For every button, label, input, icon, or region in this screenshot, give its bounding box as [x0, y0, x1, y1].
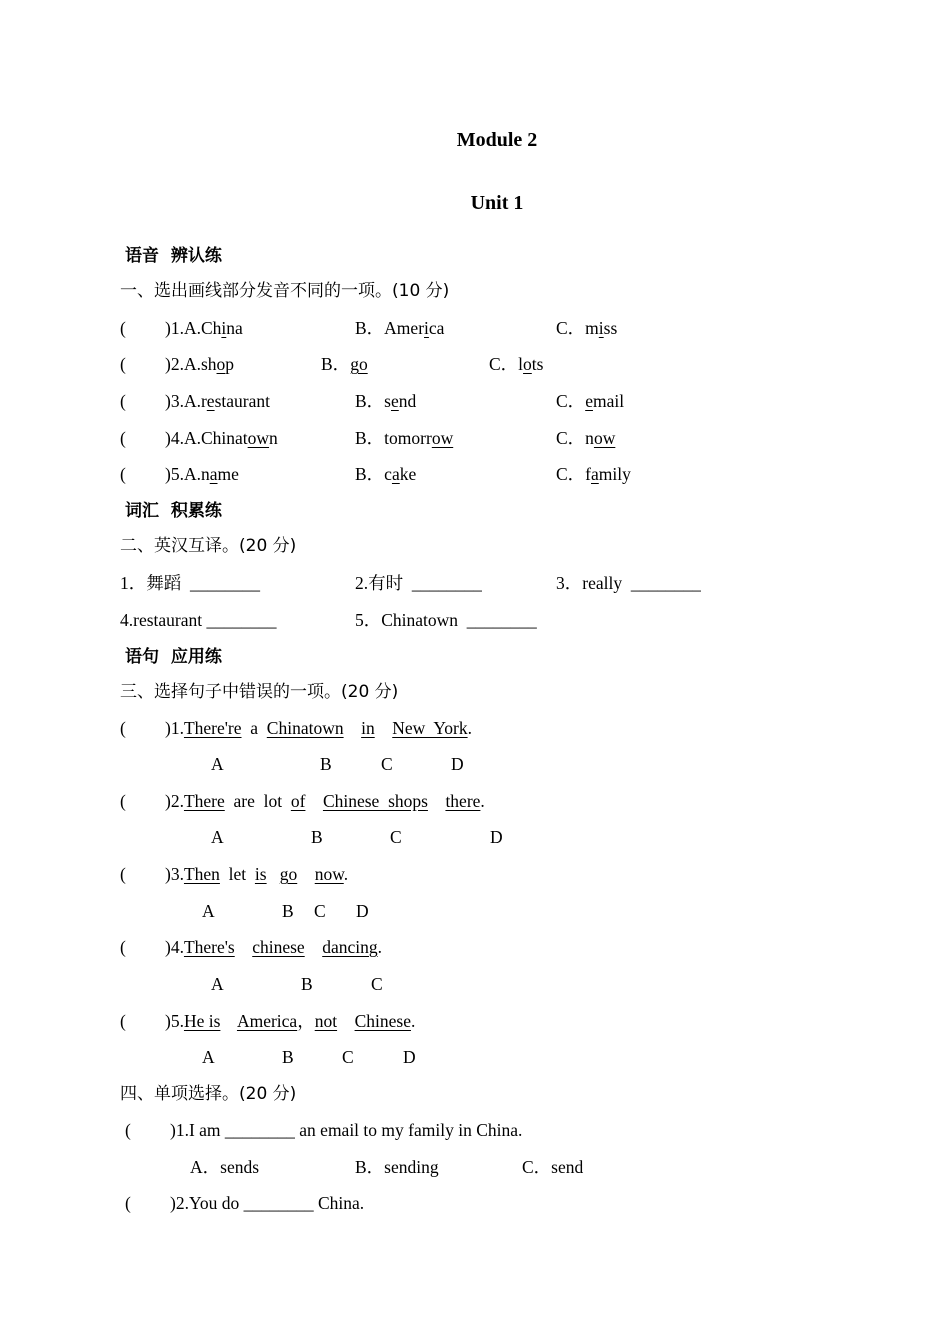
label-b: B: [320, 754, 332, 774]
label-b: B: [301, 974, 313, 994]
label-c: C: [371, 974, 383, 994]
label-a: A: [202, 1047, 215, 1067]
section-sentence: 语句 应用练: [125, 647, 222, 667]
answer-paren[interactable]: (: [120, 1011, 126, 1031]
option-c: C．lots: [489, 354, 544, 374]
label-c: C: [314, 901, 326, 921]
answer-paren[interactable]: (: [120, 354, 126, 374]
answer-paren[interactable]: (: [120, 428, 126, 448]
section-phonics: 语音 辨认练: [125, 246, 222, 266]
option-a: )4.A.Chinatown: [165, 428, 278, 448]
answer-paren[interactable]: (: [125, 1193, 131, 1213]
label-c: C: [390, 827, 402, 847]
label-c: C: [342, 1047, 354, 1067]
answer-paren[interactable]: (: [120, 464, 126, 484]
part2-item-1[interactable]: 1．舞蹈 ________: [120, 573, 260, 593]
option-b: B．go: [321, 354, 368, 374]
part4-heading: 四、单项选择。(20 分): [120, 1084, 297, 1104]
label-a: A: [211, 974, 224, 994]
sentence: )4.There's chinese dancing.: [165, 937, 382, 957]
answer-paren[interactable]: (: [120, 318, 126, 338]
label-d: D: [451, 754, 464, 774]
option-a: )2.A.shop: [165, 354, 235, 374]
answer-paren[interactable]: (: [125, 1120, 131, 1140]
unit-title: Unit 1: [470, 192, 524, 214]
option-a: )5.A.name: [165, 464, 239, 484]
option-a: )3.A.restaurant: [165, 391, 270, 411]
option-c: C．family: [556, 464, 631, 484]
part2-item-3[interactable]: 3．really ________: [556, 573, 701, 593]
part1-heading: 一、选出画线部分发音不同的一项。(10 分): [120, 281, 450, 301]
label-d: D: [403, 1047, 416, 1067]
label-b: B: [282, 901, 294, 921]
answer-paren[interactable]: (: [120, 391, 126, 411]
option-b: B．send: [355, 391, 417, 411]
option-c: C．now: [556, 428, 616, 448]
answer-paren[interactable]: (: [120, 864, 126, 884]
sentence: )5.He is America，not Chinese.: [165, 1011, 416, 1031]
answer-paren[interactable]: (: [120, 718, 126, 738]
option-b: B．tomorrow: [355, 428, 454, 448]
option-b: B．America: [355, 318, 445, 338]
section-vocab: 词汇 积累练: [125, 501, 222, 521]
sentence: )3.Then let is go now.: [165, 864, 349, 884]
option-c[interactable]: C．send: [522, 1157, 584, 1177]
label-b: B: [282, 1047, 294, 1067]
label-d: D: [490, 827, 503, 847]
option-b[interactable]: B．sending: [355, 1157, 439, 1177]
question-text: )1.I am ________ an email to my family in China.: [170, 1120, 523, 1140]
label-b: B: [311, 827, 323, 847]
answer-paren[interactable]: (: [120, 791, 126, 811]
part2-item-5[interactable]: 5．Chinatown ________: [355, 610, 537, 630]
label-d: D: [356, 901, 369, 921]
question-text: )2.You do ________ China.: [170, 1193, 365, 1213]
option-b: B．cake: [355, 464, 417, 484]
sentence: )1.There're a Chinatown in New York.: [165, 718, 472, 738]
option-a[interactable]: A．sends: [190, 1157, 260, 1177]
label-a: A: [211, 827, 224, 847]
option-c: C．miss: [556, 318, 618, 338]
part3-heading: 三、选择句子中错误的一项。(20 分): [120, 682, 399, 702]
option-c: C．email: [556, 391, 625, 411]
answer-paren[interactable]: (: [120, 937, 126, 957]
page-title: Module 2: [456, 129, 538, 151]
part2-item-2[interactable]: 2.有时 ________: [355, 573, 482, 593]
sentence: )2.There are lot of Chinese shops there.: [165, 791, 485, 811]
label-a: A: [211, 754, 224, 774]
option-a: )1.A.China: [165, 318, 243, 338]
label-a: A: [202, 901, 215, 921]
part2-item-4[interactable]: 4.restaurant ________: [120, 610, 277, 630]
label-c: C: [381, 754, 393, 774]
part2-heading: 二、英汉互译。(20 分): [120, 536, 297, 556]
